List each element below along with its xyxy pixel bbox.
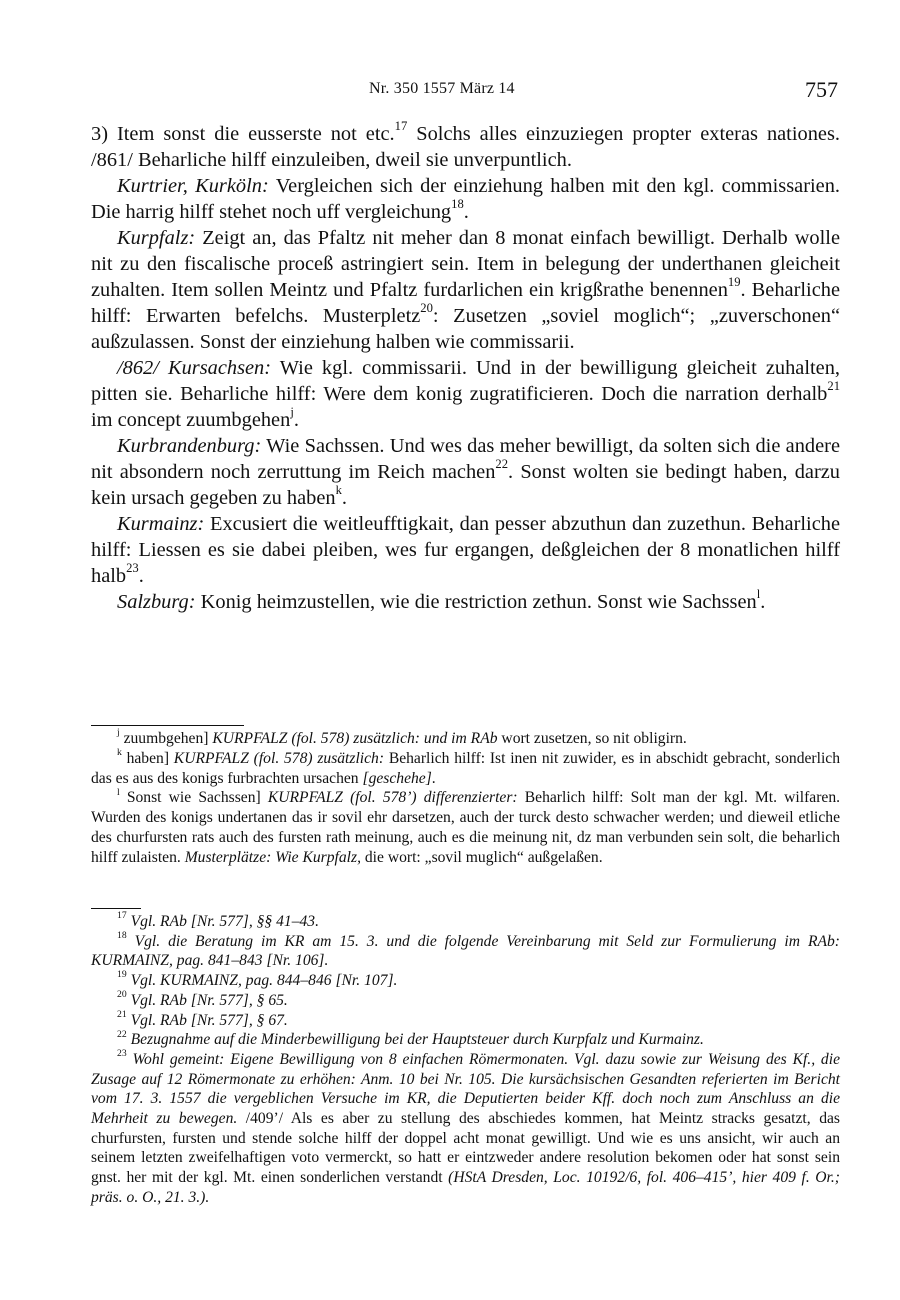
lemma: zuumbgehen]	[119, 730, 213, 747]
text: .	[431, 769, 436, 787]
comment: Musterplätze: Wie Kurpfalz,	[184, 848, 361, 866]
footnote-divider	[91, 908, 141, 909]
footnote-19	[91, 971, 840, 991]
lemma: Sonst wie Sachssen]	[119, 789, 268, 807]
footnote-ref-20: 20	[420, 301, 433, 316]
paragraph-kurtrier-kurkoeln	[91, 173, 840, 225]
paragraph-kursachsen	[91, 355, 840, 433]
source: (HStA Dresden, Loc. 10192/6, fol. 406–415’, hier 409 f. Or.; präs. o. O., 21. 3.).	[91, 1169, 840, 1206]
text: Zeigt an, das Pfaltz nit meher dan 8 monat einfach bewilligt. Derhalb wolle nit zu den fiscalische proceß astringiert sein. Item in belegung der underthanen gleicheit zuhalten. Item sollen Meintz und Pfaltz furdarlichen ein krigßrathe benennen	[91, 227, 840, 301]
note-mark: l	[117, 786, 120, 798]
note-mark: k	[117, 747, 122, 759]
text: .	[341, 487, 347, 509]
footnote-18	[91, 932, 840, 971]
text: : Zusetzen „soviel moglich“; „zuverschonen“ außzulassen. Sonst der einziehung halben wie commissarii.	[91, 305, 841, 353]
footnote-ref-17: 17	[394, 119, 408, 134]
text: Bezugnahme auf die Minderbewilligung bei der Hauptsteuer durch Kurpfalz und Kurmainz.	[130, 1031, 704, 1049]
source: KURPFALZ (fol. 578) zusätzlich: und im RAb	[212, 730, 498, 747]
text: Vergleichen sich der einziehung halben mit den kgl. commissarien. Die harrig hilff stehet noch uff vergleichung	[91, 175, 841, 223]
note-mark: j	[117, 727, 120, 739]
text: Wohl gemeint: Eigene Bewilligung von 8 einfachen Römermonaten. Vgl. dazu sowie zur Weisung des Kf., die Zusage auf 12 Römermonate zu erhöhen: Anm. 10 bei Nr. 105. Die kursächsischen Gesandten referierten im Bericht vom 17. 3. 1557 die vergeblichen Versuche im KR, die Deputierten beider Kff. doch noch zum Anschluss an die Mehrheit zu bewegen.	[91, 1050, 840, 1128]
text: . Sonst wolten sie bedingt haben, darzu kein ursach gegeben zu haben	[91, 461, 840, 509]
page-number: 757	[805, 77, 838, 102]
text: wort zusetzen, so nit obligirn.	[497, 730, 687, 747]
text: 3) Item sonst die eusserste not etc.	[91, 123, 395, 145]
footnote-20	[91, 991, 840, 1011]
text: Solchs alles einzuziegen propter exteras nationes. /861/ Beharliche hilff einzuleiben, dweil sie unverpuntlich.	[91, 123, 840, 171]
footnote-17	[91, 912, 840, 932]
speaker-label: Kurpfalz:	[117, 227, 196, 249]
text: Konig heimzustellen, wie die restriction zethun. Sonst wie Sachssen	[195, 591, 757, 613]
text: . Beharliche hilff: Erwarten befelchs. Musterpletz	[91, 279, 840, 327]
footnote-number: 17	[117, 910, 127, 922]
footnote-22	[91, 1030, 840, 1050]
footnote-ref-21: 21	[827, 379, 840, 394]
footnote-number: 19	[117, 969, 127, 981]
text: .	[463, 201, 469, 223]
text: Vgl. RAb [Nr. 577], § 65.	[130, 991, 288, 1009]
source: KURPFALZ (fol. 578’) differenzierter:	[267, 789, 518, 807]
paragraph-kurpfalz	[91, 225, 840, 355]
footnote-number: 20	[117, 989, 127, 1001]
paragraph-kurmainz	[91, 511, 840, 589]
speaker-label: Kursachsen:	[167, 357, 272, 379]
footnote-number: 23	[117, 1048, 127, 1060]
text-notes	[91, 729, 840, 868]
speaker-label: Kurbrandenburg:	[117, 435, 262, 457]
source: KURPFALZ (fol. 578) zusätzlich:	[173, 749, 385, 767]
footnote-number: 22	[117, 1028, 127, 1040]
text: Beharlich hilff: Ist inen nit zuwider, es in abschidt gebracht, sonderlich das es aus des konigs furbrachten ursachen	[91, 749, 841, 787]
footnote-ref-22: 22	[495, 457, 509, 472]
footnote-ref-19: 19	[727, 275, 741, 290]
text: .	[138, 565, 144, 587]
main-text	[91, 121, 840, 615]
textnote-ref-j: j	[290, 405, 294, 420]
text: .	[293, 409, 299, 431]
text: Excusiert die weitleufftigkait, dan pesser abzuthun dan zuzethun. Beharliche hilff: Liessen es sie dabei pleiben, wes fur ergangen, deßgleichen der 8 monatlichen hilff halb	[91, 513, 840, 587]
paragraph-salzburg	[91, 589, 840, 615]
textnote-k	[91, 749, 840, 789]
textnote-ref-k: k	[335, 483, 342, 498]
text: im concept zuumbgehen	[91, 409, 291, 431]
text: Beharlich hilff: Solt man der kgl. Mt. wilfaren. Wurden des konigs undertanen das ir sovil ehr darsetzen, auch der turck desto schwacher werden; und dieweil etliche des churfursten rats auch des fursten rath meinung, auch es die meinung nit, dz man verbunden sein solt, die beharlich hilff zulaisten.	[91, 789, 841, 866]
speaker-label: Kurtrier, Kurköln:	[117, 175, 269, 197]
quotation: /409’/ Als es aber zu stellung des abschiedes kommen, hat Meintz stracks gesatzt, das churfursten, fursten und stende solche hilff der doppel acht monat gewilligt. Und wie es uns ansicht, wir auch an seinem letzten zweifelhaftigen voto vermerckt, so hatt er eintzweder andere resolution bekomen oder hat sonst sein gnst. her mit der kgl. Mt. einen sonderlichen verstandt	[91, 1110, 840, 1187]
footnote-number: 18	[117, 930, 127, 942]
text: .	[760, 591, 766, 613]
addition: [geschehe]	[362, 769, 432, 787]
text: Vgl. RAb [Nr. 577], § 67.	[130, 1011, 288, 1029]
text: Vgl. RAb [Nr. 577], §§ 41–43.	[130, 913, 319, 930]
footnote-23	[91, 1050, 840, 1208]
speaker-label: Kurmainz:	[117, 513, 205, 535]
footnote-number: 21	[117, 1008, 127, 1020]
textnote-j	[91, 729, 840, 749]
folio-marker: /862/	[117, 357, 168, 379]
footnote-ref-18: 18	[451, 197, 464, 212]
text: Wie kgl. commissarii. Und in der bewilligung gleicheit zuhalten, pitten sie. Beharliche hilff: Were dem konig zugratificieren. Doch die narration derhalb	[91, 357, 840, 405]
text: Wie Sachssen. Und wes das meher bewilligt, da solten sich die andere nit absondern noch zerruttung im Reich machen	[91, 435, 840, 483]
lemma: haben]	[121, 749, 174, 767]
footnote-21	[91, 1008, 840, 1031]
text: Vgl. KURMAINZ, pag. 844–846 [Nr. 107].	[130, 972, 398, 990]
speaker-label: Salzburg:	[117, 591, 196, 613]
paragraph-1	[91, 121, 840, 173]
textnote-l	[91, 788, 840, 867]
textnote-divider	[91, 725, 244, 726]
footnote-ref-23: 23	[126, 561, 139, 576]
textnote-ref-l: l	[756, 587, 761, 602]
text: Vgl. die Beratung im KR am 15. 3. und die folgende Vereinbarung mit Seld zur Formulierung im RAb: KURMAINZ, pag. 841–843 [Nr. 106].	[91, 932, 840, 970]
paragraph-kurbrandenburg	[91, 433, 840, 511]
footnotes	[91, 912, 840, 1208]
running-title: Nr. 350 1557 März 14	[369, 80, 515, 97]
text: die wort: „sovil muglich“ außgelaßen.	[360, 848, 603, 866]
